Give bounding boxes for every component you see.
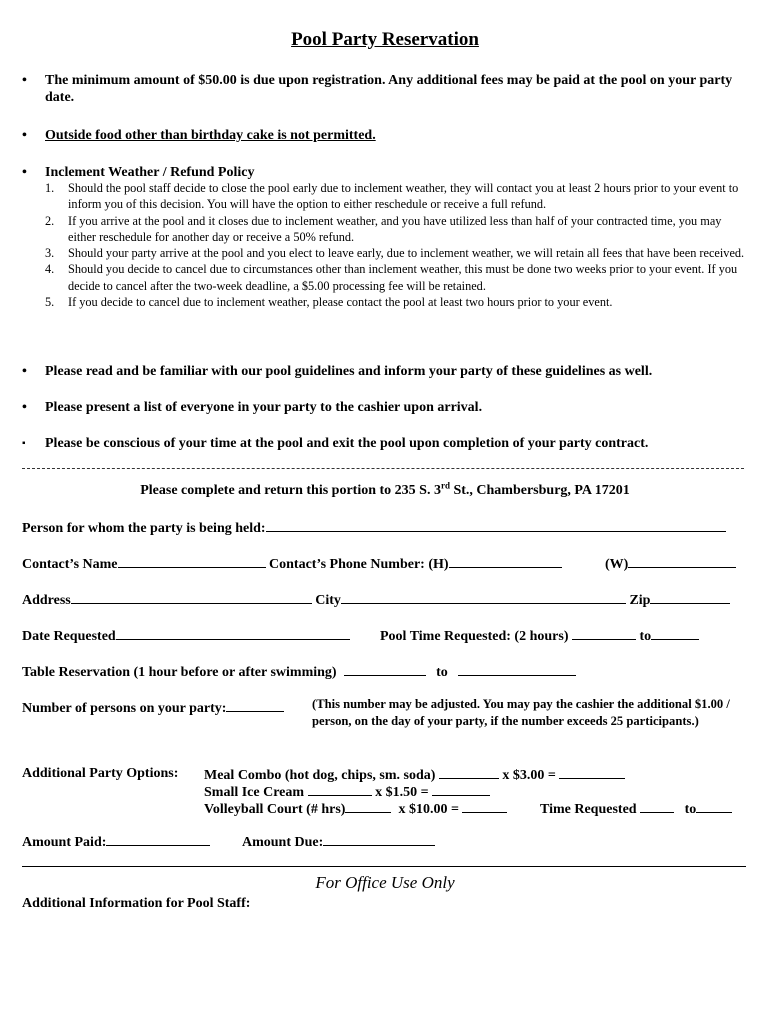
contact-name-field[interactable] <box>118 554 266 568</box>
volley-total-field[interactable] <box>462 799 507 813</box>
policy-item: 1. Should the pool staff decide to close the pool early due to inclement weather, they will contact you at least 2 hours prior to your event to inform you of this decision. You will have the option to either reschedule or receive a full refund. <box>45 181 739 212</box>
table-end-field[interactable] <box>458 662 576 676</box>
zip-field[interactable] <box>650 590 730 604</box>
volley-hours-field[interactable] <box>345 799 391 813</box>
pool-time-start-field[interactable] <box>572 626 636 640</box>
office-divider <box>22 866 746 867</box>
bullet-dot: • <box>22 165 27 180</box>
fee-policy-text: The minimum amount of $50.00 is due upon registration. Any additional fees may be paid at the pool on your party date. <box>45 73 733 105</box>
persons-note: (This number may be adjusted. You may pay the cashier the additional $1.00 / person, on the day of your party, if the number exceeds 25 participants.) <box>312 697 730 728</box>
ice-cream-row: Small Ice Cream x $1.50 = <box>204 782 490 801</box>
person-field[interactable] <box>266 518 726 532</box>
meal-qty-field[interactable] <box>439 765 499 779</box>
policy-item: 3. Should your party arrive at the pool and you elect to leave early, due to inclement weather, we will retain all fees that have been received. <box>45 246 745 261</box>
policy-item: 2. If you arrive at the pool and it closes due to inclement weather, and you have utilized less than half of your contracted time, you may either reschedule for another day or receive a 50% refund. <box>45 213 722 244</box>
persons-field[interactable] <box>226 698 284 712</box>
guidelines-text: Please read and be familiar with our pool guidelines and inform your party of these guidelines as well. <box>45 364 653 379</box>
amount-paid-row: Amount Paid: <box>22 832 210 851</box>
ice-qty-field[interactable] <box>308 782 372 796</box>
policy-item: 5. If you decide to cancel due to inclement weather, please contact the pool at least two hours prior to your event. <box>45 295 613 310</box>
outside-food-text: Outside food other than birthday cake is not permitted. <box>45 128 376 143</box>
bullet-dot: • <box>22 364 27 379</box>
amount-due-field[interactable] <box>323 832 435 846</box>
cut-line <box>22 468 744 469</box>
work-phone-row: (W) <box>605 554 736 573</box>
date-row: Date Requested <box>22 626 350 645</box>
return-address: Please complete and return this portion to 235 S. 3rd St., Chambersburg, PA 17201 <box>140 480 630 498</box>
table-row: Table Reservation (1 hour before or after swimming) to <box>22 662 576 681</box>
pool-time-row: Pool Time Requested: (2 hours) to <box>380 626 699 645</box>
person-row: Person for whom the party is being held: <box>22 518 726 537</box>
refund-policy-list <box>45 180 750 310</box>
bullet-square: ▪ <box>22 438 26 449</box>
date-field[interactable] <box>116 626 350 640</box>
bullet-dot: • <box>22 128 27 143</box>
policy-item: 4. Should you decide to cancel due to circumstances other than inclement weather, this must be done two weeks prior to your event. If you decide to cancel after the two-week deadline, a $5.00 processing fee will be retained. <box>45 262 738 293</box>
amount-due-row: Amount Due: <box>242 832 435 851</box>
bullet-dot: • <box>22 400 27 415</box>
time-end-field[interactable] <box>696 799 732 813</box>
address-row: Address City Zip <box>22 590 730 609</box>
page-title: Pool Party Reservation <box>291 29 479 50</box>
meal-total-field[interactable] <box>559 765 625 779</box>
home-phone-field[interactable] <box>449 554 562 568</box>
meal-row: Meal Combo (hot dog, chips, sm. soda) x $3.00 = <box>204 765 625 784</box>
address-field[interactable] <box>71 590 312 604</box>
bullet-dot: • <box>22 73 27 88</box>
work-phone-field[interactable] <box>628 554 736 568</box>
time-start-field[interactable] <box>640 799 674 813</box>
ice-total-field[interactable] <box>432 782 490 796</box>
table-start-field[interactable] <box>344 662 426 676</box>
time-conscious-text: Please be conscious of your time at the pool and exit the pool upon completion of your party contract. <box>45 436 649 451</box>
options-label: Additional Party Options: <box>22 766 179 781</box>
time-requested-row: Time Requested to <box>540 799 732 818</box>
refund-policy-heading: Inclement Weather / Refund Policy <box>45 165 255 180</box>
contact-row: Contact’s Name Contact’s Phone Number: (H) <box>22 554 562 573</box>
pool-time-end-field[interactable] <box>651 626 699 640</box>
persons-row: Number of persons on your party: <box>22 698 284 717</box>
party-list-text: Please present a list of everyone in your party to the cashier upon arrival. <box>45 400 483 415</box>
city-field[interactable] <box>341 590 626 604</box>
office-use-heading: For Office Use Only <box>315 873 455 892</box>
volleyball-row: Volleyball Court (# hrs) x $10.00 = <box>204 799 507 818</box>
staff-info-label: Additional Information for Pool Staff: <box>22 896 251 911</box>
amount-paid-field[interactable] <box>106 832 210 846</box>
